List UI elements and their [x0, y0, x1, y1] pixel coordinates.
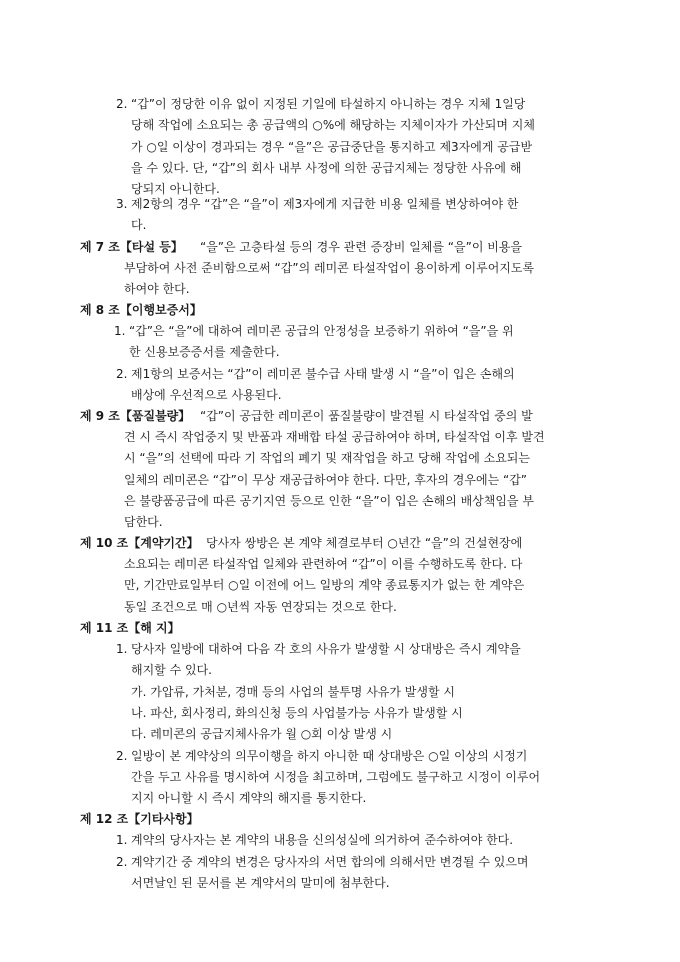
paragraph-line: 을 수 있다. 단, “갑”의 회사 내부 사정에 의한 공급지체는 정당한 사유에 해 [131, 161, 522, 175]
article-title: 제 11 조【해 지】 [80, 621, 180, 635]
paragraph-line: 간을 두고 사유를 명시하여 시정을 최고하며, 그럼에도 불구하고 시정이 이루어 [131, 770, 541, 784]
item-number: 3. [116, 197, 128, 211]
item-number: 1. [116, 642, 128, 656]
paragraph-line: 당되지 아니한다. [131, 182, 220, 196]
paragraph-line: 일체의 레미콘은 “갑”이 무상 재공급하여야 한다. 다만, 후자의 경우에는 “갑” [124, 473, 527, 487]
paragraph-line: 은 불량품공급에 따른 공기지연 등으로 인한 “을”이 입은 손해의 배상책임을 부 [124, 494, 534, 508]
item-number: 1. [116, 833, 128, 847]
paragraph-line: 부담하여 사전 준비함으로써 “갑”의 레미콘 타설작업이 용이하게 이루어지도록 [124, 261, 535, 275]
item-number: 1. [114, 324, 126, 338]
article-title: 제 7 조【타설 등】 [80, 240, 183, 254]
sub-item: 나. 파산, 회사정리, 화의신청 등의 사업불가능 사유가 발생할 시 [131, 706, 463, 720]
item-number: 2. [116, 749, 128, 763]
paragraph-line: 배상에 우선적으로 사용된다. [131, 388, 282, 402]
paragraph-line: 계약의 당사자는 본 계약의 내용을 신의성실에 의거하여 준수하여야 한다. [131, 833, 514, 847]
item-number: 2. [116, 855, 128, 869]
paragraph-line: 당사자 일방에 대하여 다음 각 호의 사유가 발생할 시 상대방은 즉시 계약을 [131, 642, 521, 656]
item-number: 2. [116, 367, 128, 381]
paragraph-line: “갑”은 “을”에 대하여 레미콘 공급의 안정성을 보증하기 위하여 “을”을 위 [129, 324, 514, 338]
paragraph-line: 다. [131, 218, 147, 232]
paragraph-line: 당해 작업에 소요되는 총 공급액의 ○%에 해당하는 지체이자가 가산되며 지체 [131, 118, 535, 132]
article-title: 제 9 조【품질불량】 [80, 409, 191, 423]
article-title: 제 12 조【기타사항】 [80, 812, 199, 826]
paragraph-line: 당사자 쌍방은 본 계약 체결로부터 ○년간 “을”의 건설현장에 [206, 536, 523, 550]
item-number: 2. [116, 97, 128, 111]
paragraph-line: 서면날인 된 문서를 본 계약서의 말미에 첨부한다. [131, 876, 390, 890]
sub-item: 다. 레미콘의 공급지체사유가 월 ○회 이상 발생 시 [131, 727, 393, 741]
paragraph-line: 제1항의 보증서는 “갑”이 레미콘 불수급 사태 발생 시 “을”이 입은 손해의 [131, 367, 515, 381]
paragraph-line: 담한다. [124, 515, 163, 529]
paragraph-line: 동일 조건으로 매 ○년씩 자동 연장되는 것으로 한다. [124, 600, 397, 614]
paragraph-line: “갑”이 정당한 이유 없이 지정된 기일에 타설하지 아니하는 경우 지체 1일당 [131, 97, 526, 111]
paragraph-line: 시 “을”의 선택에 따라 기 작업의 폐기 및 재작업을 하고 당해 작업에 소요되는 [124, 451, 530, 465]
paragraph-line: 하여야 한다. [124, 282, 190, 296]
article-title: 제 10 조【계약기간】 [80, 536, 199, 550]
paragraph-line: 가 ○일 이상이 경과되는 경우 “을”은 공급중단을 통지하고 제3자에게 공급받 [131, 140, 533, 154]
paragraph-line: 계약기간 중 계약의 변경은 당사자의 서면 합의에 의해서만 변경될 수 있으며 [131, 855, 529, 869]
paragraph-line: 한 신용보증증서를 제출한다. [129, 345, 280, 359]
paragraph-line: 지지 아니할 시 즉시 계약의 해지를 통지한다. [131, 791, 367, 805]
sub-item: 가. 가압류, 가처분, 경매 등의 사업의 불투명 사유가 발생할 시 [131, 685, 455, 699]
paragraph-line: “을”은 고층타설 등의 경우 관련 증장비 일체를 “을”이 비용을 [200, 240, 523, 254]
article-title: 제 8 조【이행보증서】 [80, 303, 202, 317]
paragraph-line: 견 시 즉시 작업중지 및 반품과 재배합 타설 공급하여야 하며, 타설작업 이후 발견 [124, 430, 545, 444]
paragraph-line: “갑”이 공급한 레미콘이 품질불량이 발견될 시 타설작업 중의 발 [200, 409, 533, 423]
paragraph-line: 만, 기간만료일부터 ○일 이전에 어느 일방의 계약 종료통지가 없는 한 계약은 [124, 578, 525, 592]
paragraph-line: 해지할 수 있다. [131, 663, 212, 677]
paragraph-line: 일방이 본 계약상의 의무이행을 하지 아니한 때 상대방은 ○일 이상의 시정기 [131, 749, 528, 763]
paragraph-line: 소요되는 레미콘 타설작업 일체와 관련하여 “갑”이 이를 수행하도록 한다. 다 [124, 557, 523, 571]
paragraph-line: 제2항의 경우 “갑”은 “을”이 제3자에게 지급한 비용 일체를 변상하여야 한 [131, 197, 519, 211]
